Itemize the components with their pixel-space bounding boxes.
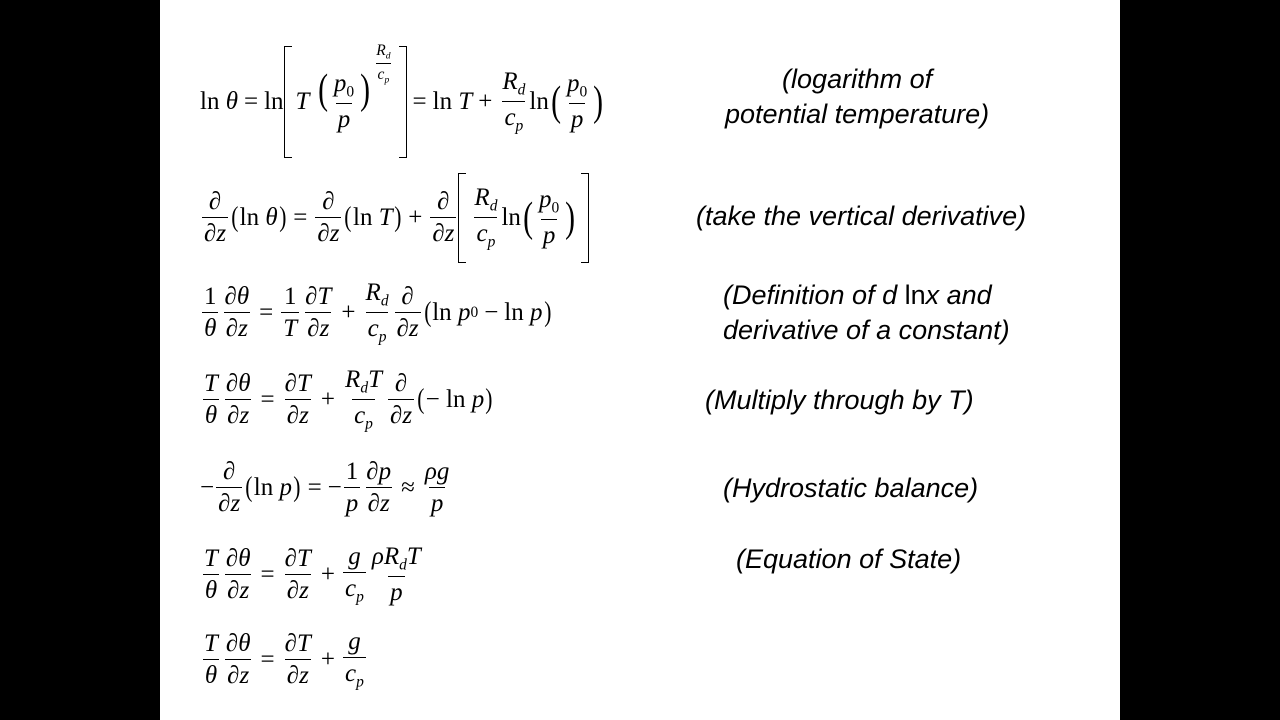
partial-symbol: ∂: [305, 282, 318, 310]
p-symbol: p: [279, 474, 292, 501]
one-over-theta-fraction: [202, 284, 219, 343]
subscript-d: d: [399, 556, 407, 574]
z-symbol: z: [216, 220, 227, 247]
left-paren: (: [231, 201, 239, 234]
equals-sign: =: [293, 204, 308, 231]
partial-symbol: ∂: [284, 629, 298, 657]
partial-symbol: ∂: [284, 369, 298, 397]
p-symbol: p: [337, 105, 351, 133]
partial-symbol: ∂: [222, 457, 236, 485]
right-paren: ): [565, 193, 576, 241]
d-dz-fraction: [395, 284, 421, 343]
equation-5: [200, 448, 453, 528]
bracket-group: [284, 42, 407, 158]
p-symbol: p: [333, 70, 347, 98]
ln-text: ln: [501, 204, 521, 231]
subscript-0: 0: [470, 304, 479, 321]
T-symbol: T: [297, 629, 311, 657]
plus-sign: +: [341, 299, 356, 326]
approx-sign: ≈: [401, 474, 415, 501]
theta-symbol: θ: [238, 544, 251, 572]
ln-text: ln: [200, 88, 220, 115]
partial-symbol: ∂: [286, 577, 300, 604]
equals-sign: =: [260, 646, 275, 673]
d-dz-fraction: [430, 189, 456, 248]
right-paren: ): [593, 77, 604, 125]
left-bracket: [458, 173, 466, 263]
plus-sign: +: [320, 646, 336, 673]
note-line: (take the vertical derivative): [696, 201, 1027, 231]
subscript-d: d: [489, 197, 498, 215]
RdT-over-cp-fraction: [343, 367, 384, 432]
partial-symbol: ∂: [401, 282, 414, 310]
ln-text: ln: [432, 88, 453, 115]
partial-symbol: ∂: [225, 369, 239, 397]
partial-symbol: ∂: [366, 457, 379, 485]
dtheta-dz-fraction: [224, 371, 253, 430]
p-symbol: p: [570, 105, 584, 133]
dT-dz-fraction: [283, 371, 313, 430]
z-symbol: z: [319, 315, 330, 342]
note-line: derivative of a constant): [723, 315, 1010, 346]
T-symbol: T: [317, 282, 332, 310]
subscript-d: d: [380, 292, 389, 310]
note-line: potential temperature): [725, 99, 990, 130]
z-symbol: z: [408, 315, 419, 342]
R-symbol: R: [383, 543, 400, 571]
partial-symbol: ∂: [218, 490, 231, 517]
z-symbol: z: [299, 402, 309, 429]
right-paren: ): [293, 471, 301, 504]
T-over-theta-fraction: [202, 371, 220, 430]
z-symbol: z: [402, 402, 413, 429]
exponent-Rd-over-cp: [374, 43, 392, 86]
p-symbol: p: [542, 221, 556, 249]
rho-g-over-p-fraction: [423, 459, 452, 518]
subscript-p: p: [356, 673, 364, 691]
ln-text: ln: [446, 386, 466, 413]
partial-symbol: ∂: [322, 187, 335, 215]
partial-symbol: ∂: [225, 315, 239, 342]
dtheta-dz-fraction: [224, 546, 253, 605]
z-symbol: z: [299, 577, 309, 604]
p0-over-p-fraction: [537, 187, 561, 249]
T-symbol: T: [297, 544, 311, 572]
T-symbol: T: [368, 366, 382, 394]
partial-symbol: ∂: [284, 544, 298, 572]
T-symbol: T: [406, 543, 421, 571]
ln-text: ln: [432, 299, 452, 326]
equation-1: [200, 42, 605, 158]
partial-symbol: ∂: [317, 220, 330, 247]
p-symbol: p: [430, 490, 444, 517]
Rd-over-cp-fraction: [472, 185, 499, 250]
ln-text: ln: [353, 204, 373, 231]
power-group: [316, 42, 395, 133]
dT-dz-fraction: [303, 284, 333, 343]
equals-sign: =: [260, 386, 275, 413]
dp-dz-fraction: [364, 459, 393, 518]
c-symbol: c: [476, 220, 488, 247]
Rd-over-cp-fraction: [500, 69, 527, 134]
one-digit: 1: [283, 282, 297, 310]
z-symbol: z: [444, 220, 455, 247]
note-equation-of-state: [736, 542, 961, 577]
plus-sign: +: [478, 88, 493, 115]
T-symbol: T: [283, 315, 298, 342]
T-symbol: T: [295, 88, 310, 115]
T-over-theta-fraction: [202, 546, 220, 605]
left-bracket: [284, 46, 292, 158]
right-paren: ): [393, 201, 402, 234]
theta-symbol: θ: [265, 204, 278, 231]
R-symbol: R: [376, 42, 386, 60]
theta-symbol: θ: [238, 629, 251, 657]
note-line: (Multiply through by T): [705, 385, 974, 415]
right-paren: ): [485, 383, 493, 416]
dtheta-dz-fraction: [224, 631, 253, 690]
right-paren: ): [360, 66, 371, 114]
z-symbol: z: [230, 490, 241, 517]
T-symbol: T: [204, 369, 218, 397]
Rd-over-cp-fraction: [364, 280, 391, 345]
T-over-theta-fraction: [202, 631, 220, 690]
dtheta-dz-fraction: [223, 284, 252, 343]
equals-sign: =: [412, 88, 427, 115]
z-symbol: z: [380, 490, 390, 517]
partial-symbol: ∂: [389, 402, 403, 429]
partial-symbol: ∂: [367, 490, 381, 517]
left-paren: (: [417, 383, 425, 416]
right-paren: ): [543, 296, 551, 329]
partial-symbol: ∂: [286, 662, 300, 689]
subscript-0: 0: [579, 83, 588, 101]
left-paren: (: [523, 193, 533, 241]
ln-text: ln: [529, 88, 549, 115]
note-text: (Definition of d: [723, 280, 905, 310]
equation-7: [200, 620, 368, 700]
left-paren: (: [550, 77, 561, 125]
plus-sign: +: [320, 386, 336, 413]
T-symbol: T: [204, 544, 218, 572]
partial-symbol: ∂: [432, 220, 445, 247]
d-dz-fraction: [388, 371, 414, 430]
equals-sign: =: [260, 561, 275, 588]
theta-symbol: θ: [204, 402, 218, 429]
R-symbol: R: [474, 184, 490, 212]
minus-sign: −: [484, 299, 499, 326]
left-paren: (: [317, 66, 328, 114]
rho-RdT-over-p-fraction: [370, 544, 423, 606]
equals-sign: =: [259, 299, 274, 326]
left-paren: (: [344, 201, 352, 234]
note-logarithm: [725, 62, 989, 132]
note-line: (Equation of State): [736, 544, 962, 574]
partial-symbol: ∂: [227, 662, 240, 689]
c-symbol: c: [377, 66, 385, 84]
z-symbol: z: [299, 662, 309, 689]
one-over-T-fraction: [281, 284, 299, 343]
partial-symbol: ∂: [394, 369, 408, 397]
dT-dz-fraction: [283, 631, 313, 690]
left-paren: (: [423, 296, 432, 329]
R-symbol: R: [502, 68, 518, 96]
note-vertical-derivative: [696, 199, 1026, 234]
z-symbol: z: [329, 220, 340, 247]
note-ln-text: ln: [904, 280, 926, 310]
g-symbol: g: [348, 628, 361, 656]
theta-symbol: θ: [204, 315, 217, 342]
minus-sign: −: [327, 474, 342, 501]
ln-text: ln: [264, 88, 284, 115]
subscript-d: d: [385, 50, 391, 62]
T-symbol: T: [297, 369, 311, 397]
right-bracket: [581, 173, 589, 263]
equation-4: [200, 360, 494, 440]
z-symbol: z: [239, 402, 250, 429]
T-symbol: T: [204, 629, 218, 657]
partial-symbol: ∂: [227, 577, 240, 604]
note-line: (Hydrostatic balance): [723, 473, 979, 503]
p-symbol: p: [378, 457, 392, 485]
plus-sign: +: [320, 561, 336, 588]
minus-sign: −: [200, 474, 215, 501]
subscript-p: p: [487, 233, 496, 251]
p-symbol: p: [471, 386, 485, 413]
subscript-d: d: [360, 379, 369, 397]
d-dz-fraction: [315, 189, 341, 248]
note-line: (logarithm of: [782, 64, 933, 94]
subscript-p: p: [515, 117, 524, 135]
slide: [160, 0, 1120, 720]
p-symbol: p: [390, 578, 403, 606]
ln-text: ln: [253, 474, 274, 501]
rho-symbol: ρ: [424, 457, 437, 485]
partial-symbol: ∂: [208, 187, 222, 215]
equals-sign: =: [307, 474, 322, 501]
theta-symbol: θ: [204, 662, 218, 689]
p-symbol: p: [345, 490, 359, 517]
partial-symbol: ∂: [227, 402, 240, 429]
R-symbol: R: [345, 366, 361, 394]
p0-over-p-fraction: [332, 71, 356, 133]
subscript-p: p: [356, 588, 364, 606]
g-over-cp-fraction: [343, 544, 366, 606]
partial-symbol: ∂: [225, 544, 239, 572]
note-text: x and: [925, 280, 992, 310]
c-symbol: c: [345, 575, 357, 603]
equation-6: [200, 535, 425, 615]
subscript-p: p: [378, 328, 387, 346]
plus-sign: +: [408, 204, 423, 231]
right-paren: ): [278, 201, 287, 234]
d-dz-fraction: [216, 459, 242, 518]
note-definition-dlnx: [723, 278, 1010, 348]
z-symbol: z: [238, 315, 248, 342]
p-symbol: p: [457, 299, 471, 326]
z-symbol: z: [239, 662, 250, 689]
one-digit: 1: [345, 457, 359, 485]
c-symbol: c: [354, 402, 366, 429]
c-symbol: c: [345, 660, 357, 688]
d-dz-fraction: [202, 189, 228, 248]
p-symbol: p: [567, 70, 580, 98]
ln-text: ln: [239, 204, 260, 231]
theta-symbol: θ: [204, 577, 218, 604]
partial-symbol: ∂: [286, 402, 300, 429]
theta-symbol: θ: [238, 369, 251, 397]
R-symbol: R: [365, 279, 381, 307]
T-symbol: T: [378, 204, 393, 231]
note-line: [723, 278, 1010, 313]
one-digit: 1: [204, 282, 217, 310]
subscript-p: p: [384, 74, 390, 86]
note-multiply-by-T: [705, 383, 974, 418]
theta-symbol: θ: [236, 282, 250, 310]
partial-symbol: ∂: [224, 282, 237, 310]
g-symbol: g: [348, 543, 361, 571]
partial-symbol: ∂: [396, 315, 409, 342]
z-symbol: z: [239, 577, 250, 604]
theta-symbol: θ: [225, 88, 238, 115]
partial-symbol: ∂: [225, 629, 239, 657]
one-over-p-fraction: [344, 459, 361, 518]
c-symbol: c: [504, 104, 516, 131]
equation-3: [200, 273, 552, 353]
minus-sign: −: [425, 386, 440, 413]
c-symbol: c: [367, 315, 379, 342]
bracket-group: [458, 173, 589, 263]
p-symbol: p: [539, 186, 552, 214]
left-paren: (: [245, 471, 253, 504]
subscript-0: 0: [346, 83, 355, 101]
equation-2: [200, 172, 589, 264]
T-symbol: T: [458, 88, 473, 115]
subscript-0: 0: [551, 199, 560, 217]
dT-dz-fraction: [283, 546, 313, 605]
note-hydrostatic-balance: [723, 471, 978, 506]
ln-text: ln: [504, 299, 524, 326]
subscript-p: p: [365, 415, 373, 433]
p-symbol: p: [530, 299, 543, 326]
rho-symbol: ρ: [371, 543, 384, 571]
g-over-cp-fraction: [343, 629, 366, 691]
partial-symbol: ∂: [204, 220, 217, 247]
subscript-d: d: [517, 81, 526, 99]
right-bracket: [399, 46, 407, 158]
partial-symbol: ∂: [437, 187, 450, 215]
p0-over-p-fraction: [565, 71, 589, 133]
equals-sign: =: [243, 88, 259, 115]
partial-symbol: ∂: [307, 315, 320, 342]
g-symbol: g: [436, 457, 450, 485]
